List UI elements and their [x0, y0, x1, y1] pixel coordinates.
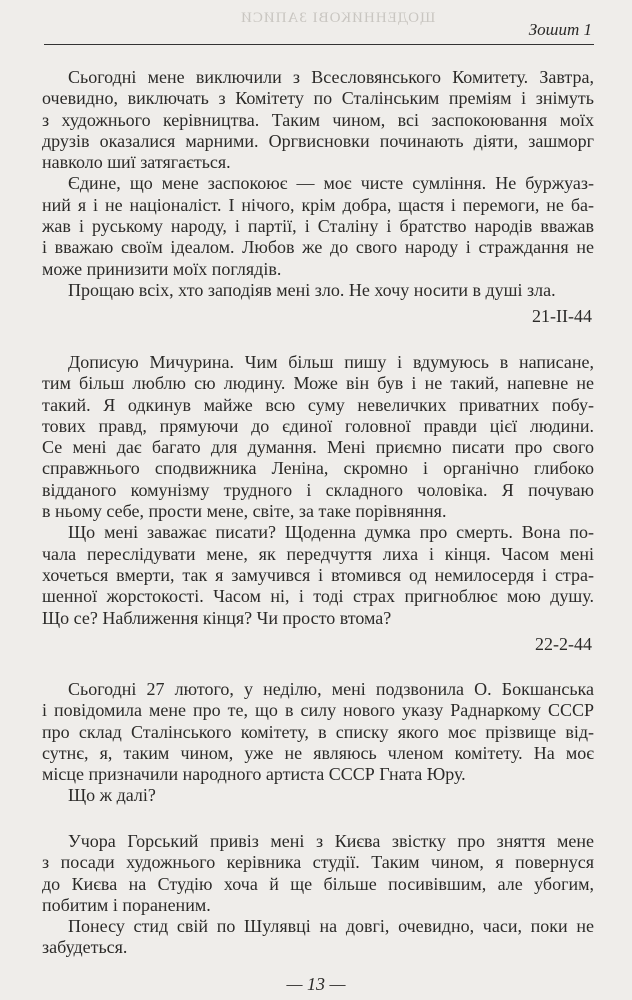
text-line: Що ж далі?	[68, 785, 156, 806]
text-line: Сьогодні 27 лютого, у неділю, мені подзвонила О. Бокшанська	[68, 679, 594, 699]
header-rule	[44, 44, 594, 45]
text-line: Дописую Мичурина. Чим більш пишу і вдумуюсь в написане,	[68, 352, 594, 372]
text-line: про склад Сталінського комітету, в списку якого моє прізвище від-	[42, 721, 594, 742]
text-line: тових правд, прямуючи до єдиної головної правди цієї людини.	[42, 415, 594, 436]
text-line: і повідомила мене про те, що в силу нового указу Раднаркому СССР	[42, 700, 594, 721]
text-line: сутнє, я, таким чином, уже не являюсь членом комітету. На моє	[42, 742, 594, 763]
text-line: з художнього керівництва. Таким чином, всі заспокоювання моїх	[42, 109, 594, 130]
text-line: місце призначили народного артиста СССР Гната Юру.	[42, 764, 466, 785]
text-line: Що мені заважає писати? Щоденна думка про смерть. Вона по-	[68, 522, 594, 543]
entry-block	[42, 67, 594, 301]
paragraph	[42, 679, 594, 785]
text-line: може принизити моїх поглядів.	[42, 258, 282, 279]
paragraph	[42, 280, 594, 301]
entry-block	[42, 679, 594, 807]
entry-block	[42, 831, 594, 959]
text-line: Сьогодні мене виключили з Всесловянського Комитету. Завтра,	[68, 67, 594, 87]
page-number: — 13 —	[286, 974, 346, 994]
paragraph	[42, 352, 594, 522]
paragraph	[42, 67, 594, 173]
text-line: очевидно, виключать з Комітету по Сталінським преміям і знімуть	[42, 88, 594, 109]
text-line: навколо шиї затягається.	[42, 152, 231, 173]
text-line: відданого комунізму трудного і складного чоловіка. Я почуваю	[42, 479, 594, 500]
text-line: жав і руському народу, і партії, і Сталіну і братство народів вважав	[42, 216, 594, 237]
paragraph	[42, 916, 594, 959]
text-line: тим більш люблю сю людину. Може він був і не такий, напевне не	[42, 373, 594, 394]
entry-date: 22-2-44	[535, 634, 592, 654]
text-line: Прощаю всіх, хто заподіяв мені зло. Не хочу носити в душі зла.	[68, 279, 556, 300]
text-line: Понесу стид свій по Шулявці на довгі, очевидно, часи, поки не	[68, 916, 594, 937]
entry-block	[42, 352, 594, 629]
text-line: Що се? Наближення кінця? Чи просто втома?	[42, 607, 392, 628]
text-line: друзів оказалися марними. Оргвисновки починають діяти, зашморг	[42, 130, 594, 151]
text-line: ний я і не націоналіст. І нічого, крім добра, щастя і перемоги, не ба-	[42, 194, 594, 215]
text-line: хочеться вмерти, так я замучився і втомився од немилосердя і стра-	[42, 564, 594, 585]
text-line: забудеться.	[42, 937, 128, 958]
text-line: Учора Горський привіз мені з Києва звістку про зняття мене	[68, 831, 594, 851]
text-line: і вважаю своїм ідеалом. Любов же до свого народу і страждання не	[42, 237, 594, 258]
text-line: до Києва на Студію хоча й ще більше посивівшим, але убогим,	[42, 873, 594, 894]
paragraph	[42, 785, 594, 806]
text-line: шенної жорстокості. Часом ні, і тоді страх пригноблює мою душу.	[42, 586, 594, 607]
text-line: побитим і пораненим.	[42, 894, 211, 915]
running-header: Зошит 1	[528, 20, 592, 39]
text-line: Се мені дає багато для думання. Мені приємно писати про свого	[42, 437, 594, 458]
entry-date: 21-II-44	[532, 306, 592, 326]
text-line: такий. Я одкинув майже всю суму невеличких приватних побу-	[42, 394, 594, 415]
text-line: з посади художнього керівника студії. Таким чином, я повернуся	[42, 852, 594, 873]
text-line: в ньому себе, прости мене, світе, за таке порівняння.	[42, 501, 447, 522]
paragraph	[42, 831, 594, 916]
paragraph	[42, 522, 594, 628]
bleed-through-text: ЩОДЕННИКОВІ ЗАПИСИ	[240, 10, 436, 26]
paragraph	[42, 173, 594, 279]
text-line: Єдине, що мене заспокоює — моє чисте сумління. Не буржуаз-	[68, 173, 594, 194]
text-line: чала переслідувати мене, як передчуття лиха і кінця. Часом мені	[42, 543, 594, 564]
text-line: справжнього сподвижника Леніна, скромно і органічно глибоко	[42, 458, 594, 479]
